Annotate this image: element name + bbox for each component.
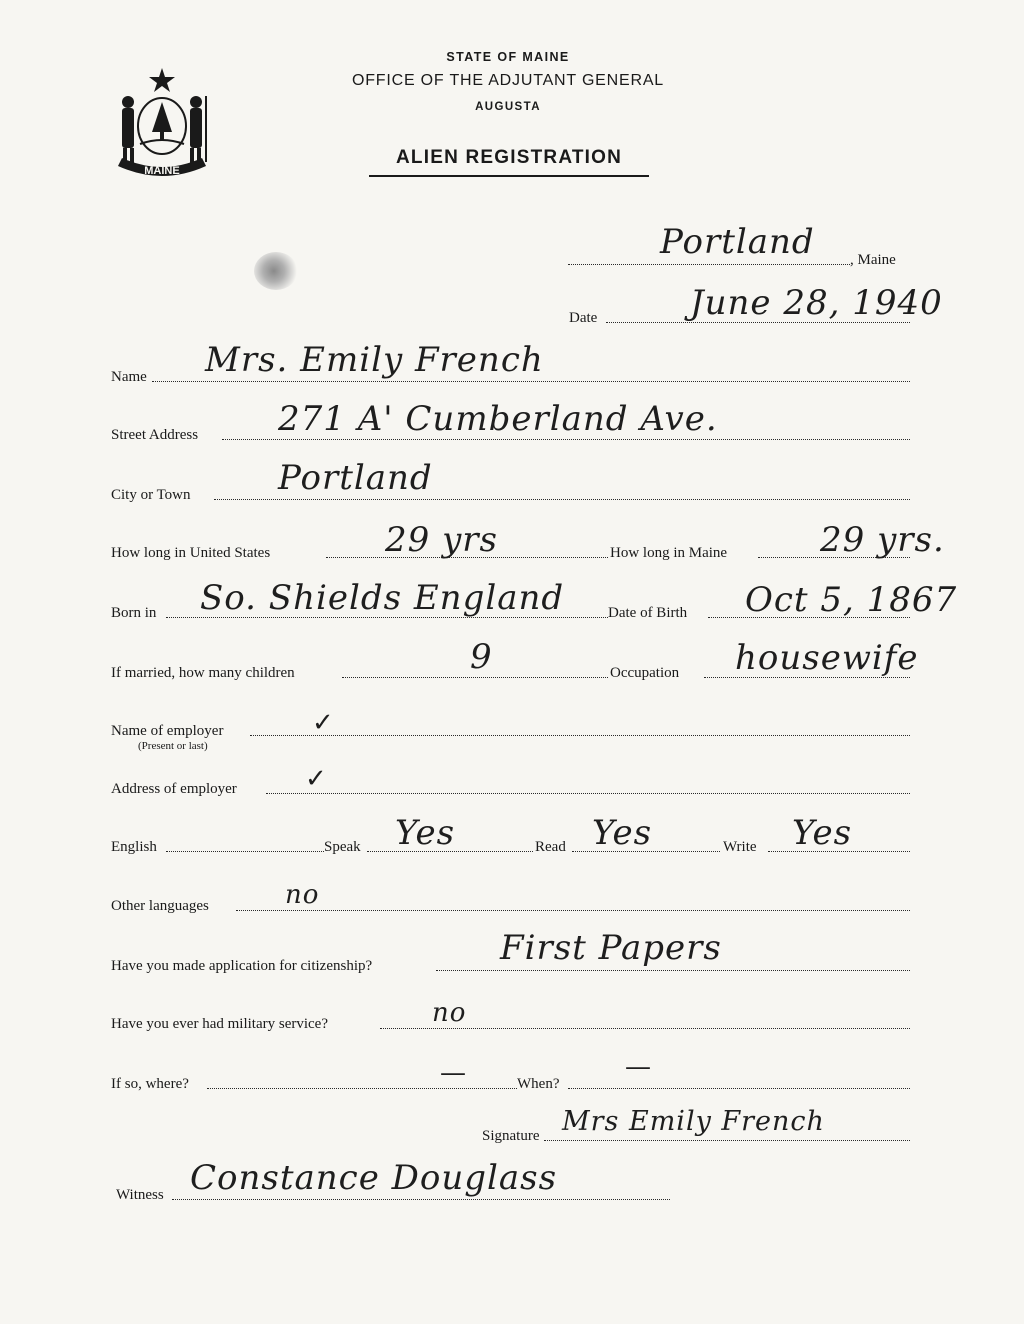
citizenship-line bbox=[436, 970, 910, 971]
name-label: Name bbox=[111, 369, 147, 385]
city-label: City or Town bbox=[111, 487, 191, 503]
citizenship-entry[interactable]: First Papers bbox=[500, 928, 722, 968]
place-entry[interactable]: Portland bbox=[660, 222, 815, 262]
place-line bbox=[568, 264, 850, 265]
military-label: Have you ever had military service? bbox=[111, 1016, 328, 1032]
children-label: If married, how many children bbox=[111, 665, 295, 681]
employer-address-entry[interactable]: ✓ bbox=[305, 764, 328, 794]
when-line bbox=[568, 1088, 910, 1089]
speak-label: Speak bbox=[324, 839, 361, 855]
citizenship-label: Have you made application for citizenship? bbox=[111, 958, 373, 974]
when-entry[interactable]: — bbox=[625, 1052, 652, 1082]
speak-entry[interactable]: Yes bbox=[395, 813, 456, 853]
ink-smudge bbox=[254, 252, 298, 290]
where-entry[interactable]: — bbox=[440, 1058, 467, 1088]
other-languages-line bbox=[236, 910, 910, 911]
name-entry[interactable]: Mrs. Emily French bbox=[205, 340, 544, 380]
signature-line bbox=[544, 1140, 910, 1141]
city-heading: AUGUSTA bbox=[475, 101, 541, 113]
occupation-entry[interactable]: housewife bbox=[735, 638, 919, 678]
other-languages-label: Other languages bbox=[111, 898, 209, 914]
employer-line bbox=[250, 735, 910, 736]
employer-address-label: Address of employer bbox=[111, 781, 237, 797]
city-entry[interactable]: Portland bbox=[278, 458, 433, 498]
how-long-maine-label: How long in Maine bbox=[610, 545, 728, 561]
form-title: ALIEN REGISTRATION bbox=[369, 147, 649, 177]
read-entry[interactable]: Yes bbox=[592, 813, 653, 853]
how-long-us-entry[interactable]: 29 yrs bbox=[385, 520, 498, 560]
write-label: Write bbox=[723, 839, 757, 855]
city-line bbox=[214, 499, 910, 500]
military-entry[interactable]: no bbox=[432, 998, 467, 1028]
date-label: Date bbox=[569, 310, 598, 326]
write-entry[interactable]: Yes bbox=[792, 813, 853, 853]
witness-line bbox=[172, 1199, 670, 1200]
office-heading: OFFICE OF THE ADJUTANT GENERAL bbox=[351, 72, 665, 89]
signature-label: Signature bbox=[482, 1128, 540, 1144]
name-line bbox=[152, 381, 910, 382]
witness-entry[interactable]: Constance Douglass bbox=[190, 1158, 558, 1198]
employer-address-line bbox=[266, 793, 910, 794]
read-label: Read bbox=[535, 839, 566, 855]
children-entry[interactable]: 9 bbox=[470, 637, 493, 677]
where-line bbox=[207, 1088, 517, 1089]
born-in-entry[interactable]: So. Shields England bbox=[200, 578, 565, 618]
employer-label: Name of employer bbox=[111, 723, 224, 739]
occupation-label: Occupation bbox=[610, 665, 680, 681]
svg-text:MAINE: MAINE bbox=[144, 165, 180, 177]
how-long-us-label: How long in United States bbox=[111, 545, 271, 561]
street-label: Street Address bbox=[111, 427, 199, 443]
english-line bbox=[166, 851, 324, 852]
street-line bbox=[222, 439, 910, 440]
military-line bbox=[380, 1028, 910, 1029]
children-line bbox=[342, 677, 608, 678]
dob-label: Date of Birth bbox=[608, 605, 688, 621]
date-entry[interactable]: June 28, 1940 bbox=[690, 283, 943, 323]
street-entry[interactable]: 271 A' Cumberland Ave. bbox=[278, 399, 718, 439]
how-long-maine-entry[interactable]: 29 yrs. bbox=[820, 520, 945, 560]
employer-sublabel: (Present or last) bbox=[138, 740, 208, 752]
other-languages-entry[interactable]: no bbox=[285, 880, 320, 910]
signature-entry[interactable]: Mrs Emily French bbox=[562, 1106, 825, 1137]
witness-label: Witness bbox=[116, 1187, 164, 1203]
state-heading: STATE OF MAINE bbox=[446, 50, 570, 64]
english-label: English bbox=[111, 839, 157, 855]
born-in-label: Born in bbox=[111, 605, 157, 621]
dob-entry[interactable]: Oct 5, 1867 bbox=[745, 580, 958, 620]
employer-entry[interactable]: ✓ bbox=[312, 708, 335, 738]
place-suffix-label: , Maine bbox=[850, 252, 896, 268]
where-label: If so, where? bbox=[111, 1076, 189, 1092]
when-label: When? bbox=[517, 1076, 560, 1092]
